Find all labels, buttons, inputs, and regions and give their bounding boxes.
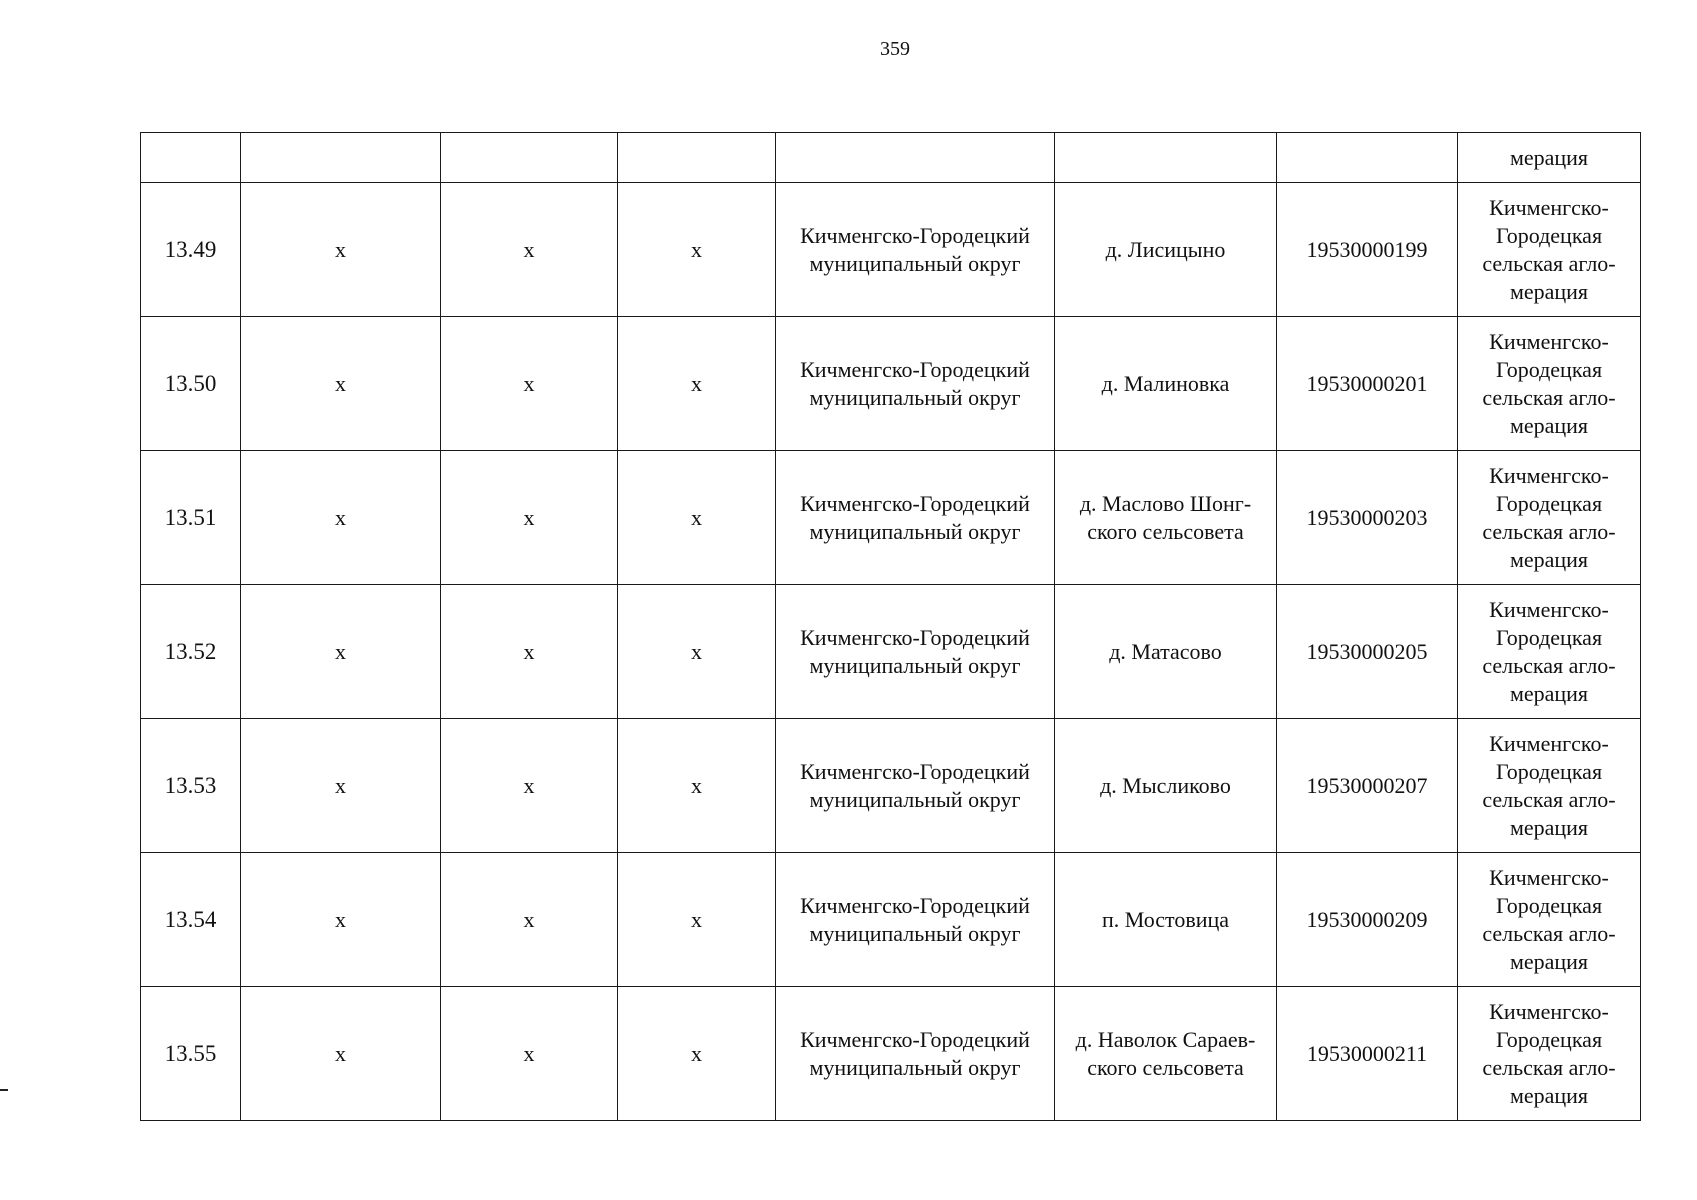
- agglomeration-text: Кичменгско- Городецкая сельская агло- мерация: [1482, 462, 1616, 572]
- district-text: Кичменгско-Городецкий муниципальный округ: [800, 892, 1030, 946]
- settlement-text: д. Лисицыно: [1105, 236, 1226, 262]
- table-body: [141, 133, 1641, 1121]
- table-cell: [1055, 133, 1277, 183]
- mark-cell: [441, 451, 618, 585]
- agglomeration-cell: [1458, 451, 1641, 585]
- table-cell: [241, 133, 441, 183]
- code-cell: [1277, 719, 1458, 853]
- row-number-cell: [141, 585, 241, 719]
- mark-cell: [618, 719, 776, 853]
- mark-cell: [441, 987, 618, 1121]
- district-text: Кичменгско-Городецкий муниципальный округ: [800, 356, 1030, 410]
- row-number-text: 13.50: [164, 370, 217, 396]
- settlement-cell: [1055, 451, 1277, 585]
- row-number-text: 13.52: [164, 638, 217, 664]
- code-text: 19530000207: [1306, 772, 1428, 798]
- district-cell: [776, 451, 1055, 585]
- district-text: Кичменгско-Городецкий муниципальный округ: [800, 222, 1030, 276]
- district-cell: [776, 719, 1055, 853]
- mark-text: х: [691, 772, 702, 798]
- page-number: 359: [880, 38, 910, 60]
- agglomeration-cell: [1458, 719, 1641, 853]
- agglomeration-text: Кичменгско- Городецкая сельская агло- мерация: [1482, 596, 1616, 706]
- mark-text: х: [691, 1040, 702, 1066]
- settlement-text: д. Малиновка: [1101, 370, 1230, 396]
- mark-cell: [441, 317, 618, 451]
- row-number-text: 13.53: [164, 772, 217, 798]
- code-cell: [1277, 987, 1458, 1121]
- row-number-cell: [141, 183, 241, 317]
- code-cell: [1277, 853, 1458, 987]
- table-cell: [776, 133, 1055, 183]
- mark-cell: [618, 585, 776, 719]
- agglomeration-text: Кичменгско- Городецкая сельская агло- мерация: [1482, 864, 1616, 974]
- table-row: [141, 585, 1641, 719]
- settlement-cell: [1055, 853, 1277, 987]
- scan-mark: [0, 1089, 8, 1091]
- table-continuation-row: [141, 133, 1641, 183]
- mark-text: х: [691, 906, 702, 932]
- row-number-cell: [141, 987, 241, 1121]
- agglomeration-cell: [1458, 133, 1641, 183]
- agglomeration-text: Кичменгско- Городецкая сельская агло- мерация: [1482, 998, 1616, 1108]
- table-cell: [1277, 133, 1458, 183]
- mark-text: х: [523, 236, 535, 262]
- row-number-text: 13.51: [164, 504, 217, 530]
- district-text: Кичменгско-Городецкий муниципальный округ: [800, 1026, 1030, 1080]
- district-cell: [776, 183, 1055, 317]
- mark-cell: [618, 853, 776, 987]
- code-text: 19530000203: [1306, 504, 1428, 530]
- table-cell: [441, 133, 618, 183]
- mark-text: х: [523, 1040, 535, 1066]
- row-number-cell: [141, 317, 241, 451]
- table-row: [141, 719, 1641, 853]
- mark-text: х: [335, 638, 346, 664]
- agglomeration-text: Кичменгско- Городецкая сельская агло- мерация: [1482, 328, 1616, 438]
- mark-text: х: [335, 504, 346, 530]
- mark-cell: [441, 183, 618, 317]
- district-text: Кичменгско-Городецкий муниципальный округ: [800, 490, 1030, 544]
- row-number-cell: [141, 719, 241, 853]
- code-text: 19530000209: [1306, 906, 1428, 932]
- agglomeration-text: Кичменгско- Городецкая сельская агло- мерация: [1482, 194, 1616, 304]
- mark-text: х: [335, 236, 346, 262]
- table-row: [141, 317, 1641, 451]
- mark-cell: [441, 719, 618, 853]
- code-text: 19530000211: [1306, 1040, 1428, 1066]
- mark-text: х: [335, 906, 346, 932]
- table-row: [141, 451, 1641, 585]
- agglomeration-text: мерация: [1509, 144, 1589, 170]
- mark-text: х: [691, 638, 702, 664]
- mark-cell: [241, 719, 441, 853]
- mark-cell: [441, 585, 618, 719]
- mark-cell: [241, 183, 441, 317]
- settlement-cell: [1055, 585, 1277, 719]
- code-cell: [1277, 183, 1458, 317]
- code-text: 19530000205: [1306, 638, 1428, 664]
- mark-cell: [618, 987, 776, 1121]
- agglomeration-cell: [1458, 853, 1641, 987]
- mark-text: х: [523, 772, 535, 798]
- settlement-cell: [1055, 317, 1277, 451]
- mark-cell: [241, 585, 441, 719]
- mark-text: х: [523, 638, 535, 664]
- code-text: 19530000199: [1306, 236, 1428, 262]
- settlement-cell: [1055, 719, 1277, 853]
- settlement-cell: [1055, 183, 1277, 317]
- district-cell: [776, 585, 1055, 719]
- table-row: [141, 987, 1641, 1121]
- district-cell: [776, 853, 1055, 987]
- mark-text: х: [691, 504, 702, 530]
- row-number-cell: [141, 853, 241, 987]
- mark-text: х: [691, 370, 702, 396]
- settlement-text: д. Наволок Сараев- ского сельсовета: [1075, 1026, 1256, 1080]
- row-number-text: 13.49: [164, 236, 217, 262]
- row-number-text: 13.54: [164, 906, 217, 932]
- table-row: [141, 853, 1641, 987]
- mark-text: х: [523, 370, 535, 396]
- district-text: Кичменгско-Городецкий муниципальный округ: [800, 624, 1030, 678]
- settlement-text: д. Мысликово: [1100, 772, 1231, 798]
- mark-cell: [241, 987, 441, 1121]
- settlement-text: п. Мостовица: [1101, 906, 1230, 932]
- agglomeration-cell: [1458, 317, 1641, 451]
- agglomeration-text: Кичменгско- Городецкая сельская агло- мерация: [1482, 730, 1616, 840]
- mark-text: х: [335, 370, 346, 396]
- row-number-cell: [141, 451, 241, 585]
- table-cell: [618, 133, 776, 183]
- mark-cell: [618, 183, 776, 317]
- table-cell: [141, 133, 241, 183]
- table-row: [141, 183, 1641, 317]
- mark-cell: [241, 853, 441, 987]
- mark-cell: [618, 317, 776, 451]
- settlement-text: д. Маслово Шонг- ского сельсовета: [1079, 490, 1252, 544]
- row-number-text: 13.55: [164, 1040, 217, 1066]
- code-cell: [1277, 585, 1458, 719]
- mark-cell: [241, 451, 441, 585]
- mark-cell: [441, 853, 618, 987]
- district-text: Кичменгско-Городецкий муниципальный округ: [800, 758, 1030, 812]
- code-cell: [1277, 451, 1458, 585]
- mark-text: х: [335, 772, 346, 798]
- mark-text: х: [691, 236, 702, 262]
- agglomeration-cell: [1458, 183, 1641, 317]
- registry-table: [140, 132, 1641, 1121]
- settlement-text: д. Матасово: [1109, 638, 1222, 664]
- mark-text: х: [523, 906, 535, 932]
- mark-cell: [618, 451, 776, 585]
- mark-text: х: [335, 1040, 346, 1066]
- mark-text: х: [523, 504, 535, 530]
- district-cell: [776, 317, 1055, 451]
- agglomeration-cell: [1458, 585, 1641, 719]
- district-cell: [776, 987, 1055, 1121]
- mark-cell: [241, 317, 441, 451]
- settlement-cell: [1055, 987, 1277, 1121]
- agglomeration-cell: [1458, 987, 1641, 1121]
- code-cell: [1277, 317, 1458, 451]
- code-text: 19530000201: [1306, 370, 1428, 396]
